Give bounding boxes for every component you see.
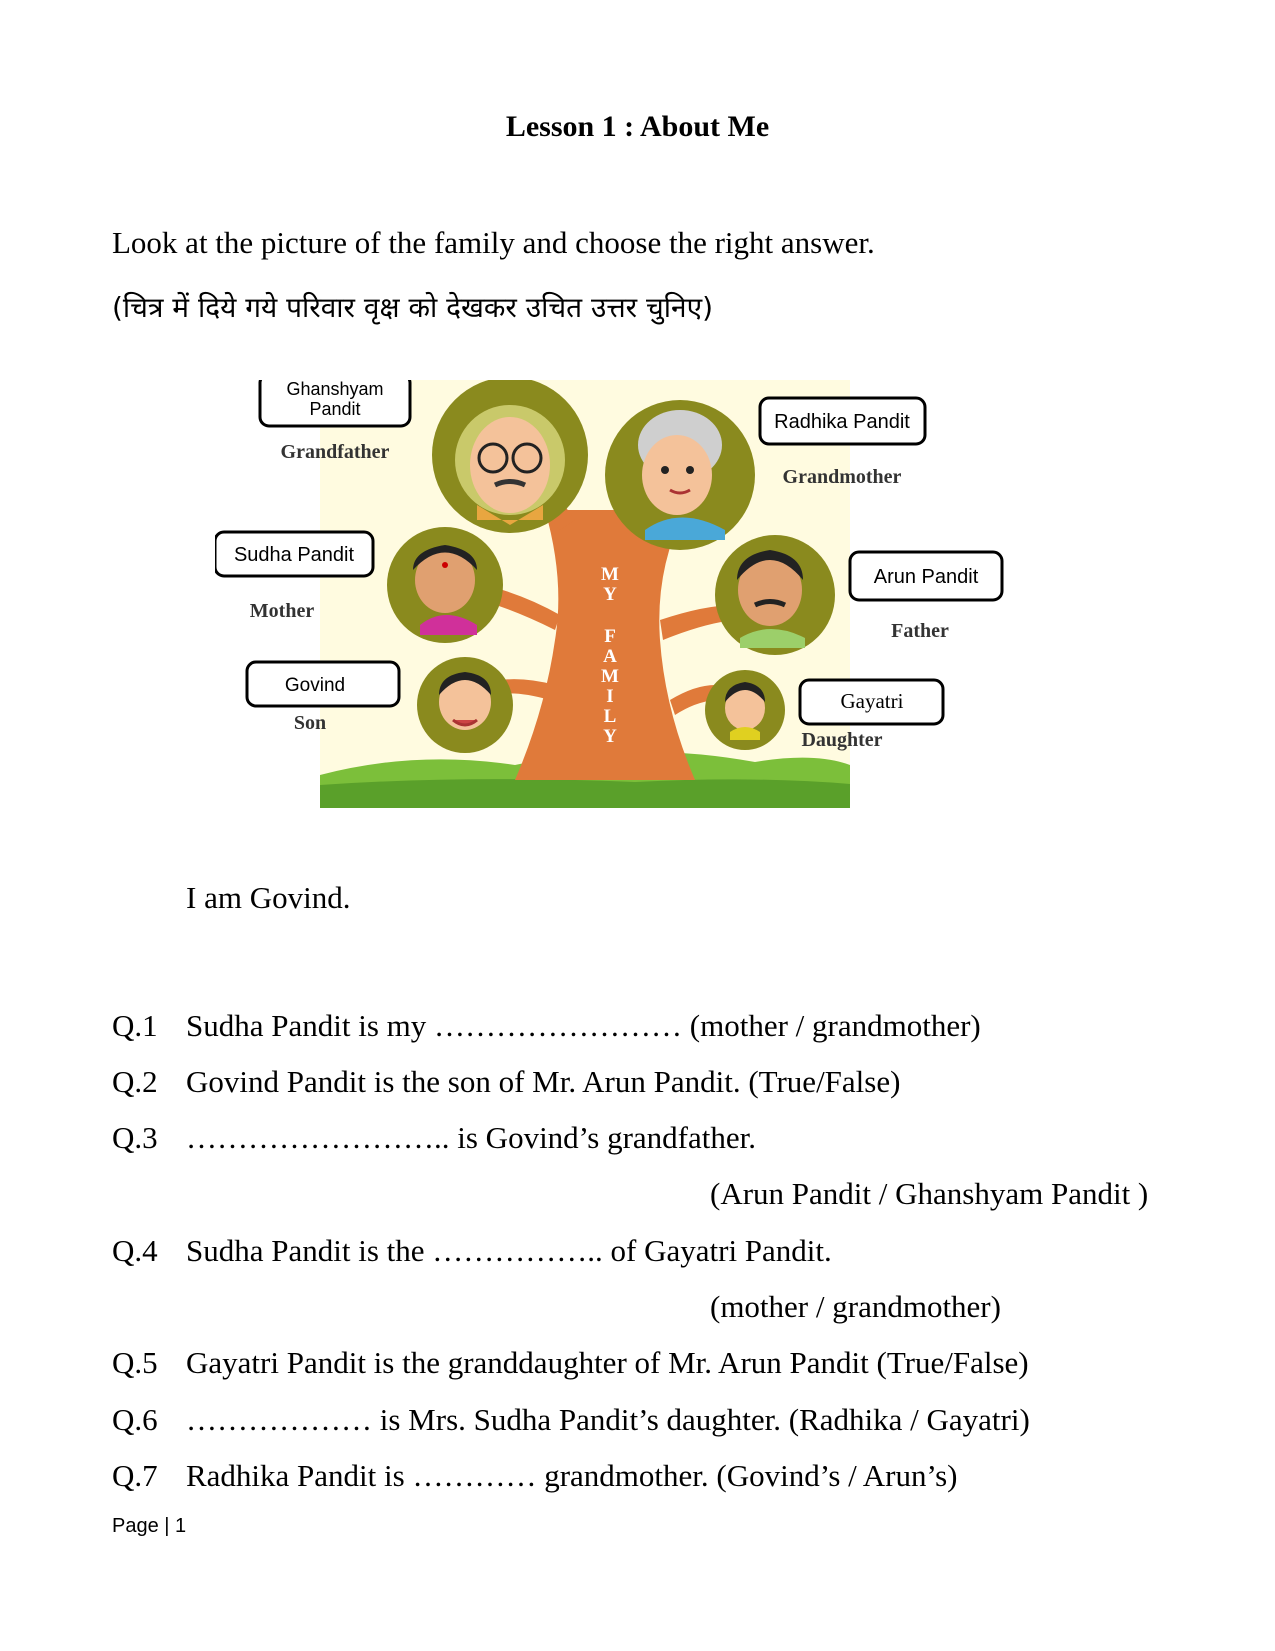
question-1 [112, 1008, 981, 1044]
question-number: Q.5 [112, 1345, 158, 1380]
svg-text:Sudha Pandit: Sudha Pandit [233, 544, 355, 566]
question-number: Q.1 [112, 1008, 158, 1043]
question-5 [112, 1345, 1029, 1381]
svg-text:Gayatri: Gayatri [840, 689, 904, 713]
question-text: Radhika Pandit is ………… grandmother. (Govind’s / Arun’s) [186, 1458, 958, 1493]
relation-label-grandfather: Grandfather [280, 441, 390, 463]
trunk-label-my-family [601, 564, 619, 747]
father-portrait [715, 535, 835, 655]
page-title: Lesson 1 : About Me [505, 110, 770, 143]
question-text: Gayatri Pandit is the granddaughter of Mr. Arun Pandit (True/False) [186, 1345, 1029, 1380]
question-4 [112, 1233, 832, 1269]
instruction-hindi: (चित्र में दिये गये परिवार वृक्ष को देखकर उचित उत्तर चुनिए) [112, 291, 713, 324]
relation-label-son: Son [293, 712, 327, 734]
instruction-english: Look at the picture of the family and choose the right answer. [112, 225, 875, 260]
question-3-options: (Arun Pandit / Ghanshyam Pandit ) [710, 1176, 1149, 1211]
mother-portrait [387, 527, 503, 643]
svg-text:Pandit: Pandit [309, 399, 361, 419]
question-2 [112, 1064, 900, 1100]
question-7 [112, 1458, 958, 1494]
svg-text:Ghanshyam: Ghanshyam [286, 380, 384, 399]
question-3 [112, 1120, 756, 1156]
svg-text:Radhika Pandit: Radhika Pandit [774, 411, 910, 433]
name-box-daughter [800, 680, 943, 724]
question-number: Q.7 [112, 1458, 158, 1493]
family-tree-illustration [215, 380, 1055, 845]
question-4-options: (mother / grandmother) [710, 1289, 1001, 1324]
relation-label-daughter: Daughter [801, 729, 883, 751]
question-6 [112, 1402, 1030, 1438]
question-text: …………………….. is Govind’s grandfather. [186, 1120, 757, 1155]
grandfather-portrait [432, 380, 588, 533]
grandmother-portrait [605, 400, 755, 550]
relation-label-mother: Mother [249, 600, 315, 622]
svg-text:Govind: Govind [284, 675, 346, 696]
question-text: Govind Pandit is the son of Mr. Arun Pandit. (True/False) [186, 1064, 901, 1099]
question-text: ……………… is Mrs. Sudha Pandit’s daughter. (Radhika / Gayatri) [186, 1402, 1030, 1437]
relation-label-father: Father [891, 620, 949, 642]
question-number: Q.6 [112, 1402, 158, 1437]
question-number: Q.3 [112, 1120, 158, 1155]
name-box-son [247, 662, 399, 706]
svg-text:Arun Pandit: Arun Pandit [873, 566, 979, 588]
name-box-mother [215, 532, 373, 576]
name-box-grandfather [260, 380, 410, 426]
son-portrait [417, 657, 513, 753]
intro-statement: I am Govind. [186, 880, 351, 915]
question-number: Q.4 [112, 1233, 158, 1268]
relation-label-grandmother: Grandmother [782, 466, 902, 488]
name-box-father [850, 552, 1002, 600]
daughter-portrait [705, 670, 785, 750]
question-number: Q.2 [112, 1064, 158, 1099]
page-footer: Page | 1 [112, 1515, 187, 1537]
question-text: Sudha Pandit is my …………………… (mother / grandmother) [186, 1008, 981, 1043]
trunk-label-text: M Y F A M I L Y [601, 564, 619, 747]
question-text: Sudha Pandit is the …………….. of Gayatri Pandit. [186, 1233, 832, 1268]
name-box-grandmother [760, 398, 925, 444]
